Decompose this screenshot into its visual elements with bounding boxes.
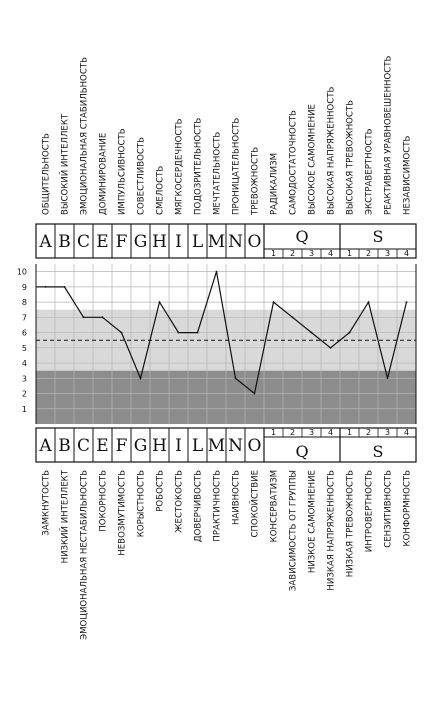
top-trait-label: ВЫСОКИЙ ИНТЕЛЛЕКТ [60,113,71,215]
group-letter-s: S [372,442,384,461]
bottom-trait-label: НЕВОЗМУТИМОСТЬ [117,470,128,556]
y-tick-label: 10 [16,267,27,277]
factor-letter-b: B [58,232,71,252]
bottom-trait-label: НИЗКАЯ НАПРЯЖЕННОСТЬ [326,470,337,591]
bottom-trait-label: КОНСЕРВАТИЗМ [269,470,280,543]
profile-point [311,332,313,334]
bottom-trait-label: НИЗКАЯ ТРЕВОЖНОСТЬ [345,470,356,578]
top-trait-label: ПРОНИЦАТЕЛЬНОСТЬ [231,117,242,215]
bottom-trait-label: ЭМОЦИОНАЛЬНАЯ НЕСТАБИЛЬНОСТЬ [79,470,90,640]
y-tick-label: 8 [21,298,27,308]
profile-point [121,332,123,334]
group-letter-q: Q [295,227,309,246]
group-sub-label: 2 [365,428,372,438]
top-trait-label: НЕЗАВИСИМОСТЬ [402,135,413,215]
group-sub-label: 1 [346,428,353,438]
factor-letter-m: M [207,232,226,252]
group-sub-label: 2 [289,249,296,259]
top-trait-label: РЕАКТИВНАЯ УРАВНОВЕШЕННОСТЬ [383,55,394,215]
group-sub-label: 4 [403,428,410,438]
factor-letter-n: N [228,232,243,252]
profile-point [140,377,142,379]
group-sub-label: 1 [270,428,277,438]
bottom-trait-label: ЗАМКНУТОСТЬ [41,470,52,536]
top-trait-label: ДОМИНИРОВАНИЕ [98,132,109,215]
group-sub-label: 4 [327,428,334,438]
factor-letter-i: I [175,232,182,252]
top-trait-label: СОВЕСТЛИВОСТЬ [136,136,147,215]
bottom-trait-label: СПОКОЙСТВИЕ [250,470,261,538]
bottom-trait-label: ПОКОРНОСТЬ [98,470,109,532]
y-tick-label: 6 [21,328,27,338]
top-trait-label: ТРЕВОЖНОСТЬ [250,146,261,215]
bottom-trait-label: СЕНЗИТИВНОСТЬ [383,470,394,548]
bottom-trait-label: ЖЕСТОКОСТЬ [174,470,185,533]
profile-point [45,286,47,288]
factor-letter-e: E [96,436,109,456]
profile-point [292,316,294,318]
group-sub-label: 3 [384,428,391,438]
top-trait-label: СМЕЛОСТЬ [155,165,166,215]
factor-letter-i: I [175,436,182,456]
group-sub-label: 1 [270,249,277,259]
factor-letter-h: H [152,436,167,456]
factor-letter-h: H [152,232,167,252]
factor-letter-b: B [58,436,71,456]
factor-letter-o: O [247,436,262,456]
y-tick-label: 5 [21,343,27,353]
group-sub-label: 3 [308,249,315,259]
y-tick-label: 9 [21,282,27,292]
profile-point [197,332,199,334]
top-trait-label: САМОДОСТАТОЧНОСТЬ [288,110,299,215]
top-trait-label: РАДИКАЛИЗМ [269,153,280,215]
bottom-trait-label: НАИВНОСТЬ [231,470,242,526]
profile-point [406,301,408,303]
factor-letter-g: G [133,436,148,456]
group-letter-q: Q [295,442,309,461]
profile-point [368,301,370,303]
profile-point [102,316,104,318]
factor-letter-l: L [191,436,204,456]
bottom-trait-label: НИЗКИЙ ИНТЕЛЛЕКТ [60,470,71,564]
y-tick-label: 4 [21,359,27,369]
factor-letter-n: N [228,436,243,456]
top-trait-label: ВЫСОКАЯ ТРЕВОЖНОСТЬ [345,99,356,215]
bottom-trait-label: ДОВЕРЧИВОСТЬ [193,470,204,543]
y-tick-label: 1 [21,404,27,414]
y-tick-label: 7 [21,313,27,323]
profile-point [216,271,218,273]
factor-letter-m: M [207,436,226,456]
y-tick-label: 2 [21,389,27,399]
group-sub-label: 4 [403,249,410,259]
profile-point [235,377,237,379]
top-trait-label: МЯГКОСЕРДЕЧНОСТЬ [174,118,185,215]
bottom-trait-label: КОНФОРМНОСТЬ [402,470,413,547]
factor-letter-c: C [76,436,91,456]
profile-point [83,316,85,318]
bottom-trait-label: ПРАКТИЧНОСТЬ [212,470,223,542]
profile-point [64,286,66,288]
bottom-trait-label: РОБОСТЬ [155,470,166,512]
group-sub-label: 4 [327,249,334,259]
group-sub-label: 1 [346,249,353,259]
top-trait-label: ЭКСТРАВЕРТНОСТЬ [364,128,375,215]
group-sub-label: 2 [289,428,296,438]
bottom-trait-label: ИНТРОВЕРТНОСТЬ [364,470,375,553]
factor-letter-g: G [133,232,148,252]
profile-point [387,377,389,379]
factor-letter-l: L [191,232,204,252]
profile-point [273,301,275,303]
bottom-trait-label: НИЗКОЕ САМОМНЕНИЕ [307,470,318,574]
factor-letter-o: O [247,232,262,252]
profile-point [330,347,332,349]
group-letter-s: S [372,227,384,246]
top-trait-label: ОБЩИТЕЛЬНОСТЬ [41,133,52,215]
group-sub-label: 2 [365,249,372,259]
top-trait-label: ЭМОЦИОНАЛЬНАЯ СТАБИЛЬНОСТЬ [79,57,90,215]
profile-point [254,393,256,395]
factor-letter-a: A [39,436,52,456]
factor-letter-f: F [115,232,128,252]
group-sub-label: 3 [308,428,315,438]
factor-letter-e: E [96,232,109,252]
bottom-trait-label: КОРЫСТНОСТЬ [136,470,147,538]
profile-point [349,332,351,334]
top-trait-label: ПОДОЗРИТЕЛЬНОСТЬ [193,117,204,215]
group-sub-label: 3 [384,249,391,259]
profile-point [159,301,161,303]
factor-letter-a: A [39,232,52,252]
factor-letter-f: F [115,436,128,456]
top-trait-label: МЕЧТАТЕЛЬНОСТЬ [212,131,223,215]
top-trait-label: ВЫСОКОЕ САМОМНЕНИЕ [307,104,318,215]
factor-letter-c: C [76,232,91,252]
top-trait-label: ИМПУЛЬСИВНОСТЬ [117,128,128,215]
top-trait-label: ВЫСОКАЯ НАПРЯЖЕННОСТЬ [326,86,337,215]
bottom-trait-label: ЗАВИСИМОСТЬ ОТ ГРУППЫ [288,470,299,592]
y-tick-label: 3 [21,374,27,384]
profile-point [178,332,180,334]
